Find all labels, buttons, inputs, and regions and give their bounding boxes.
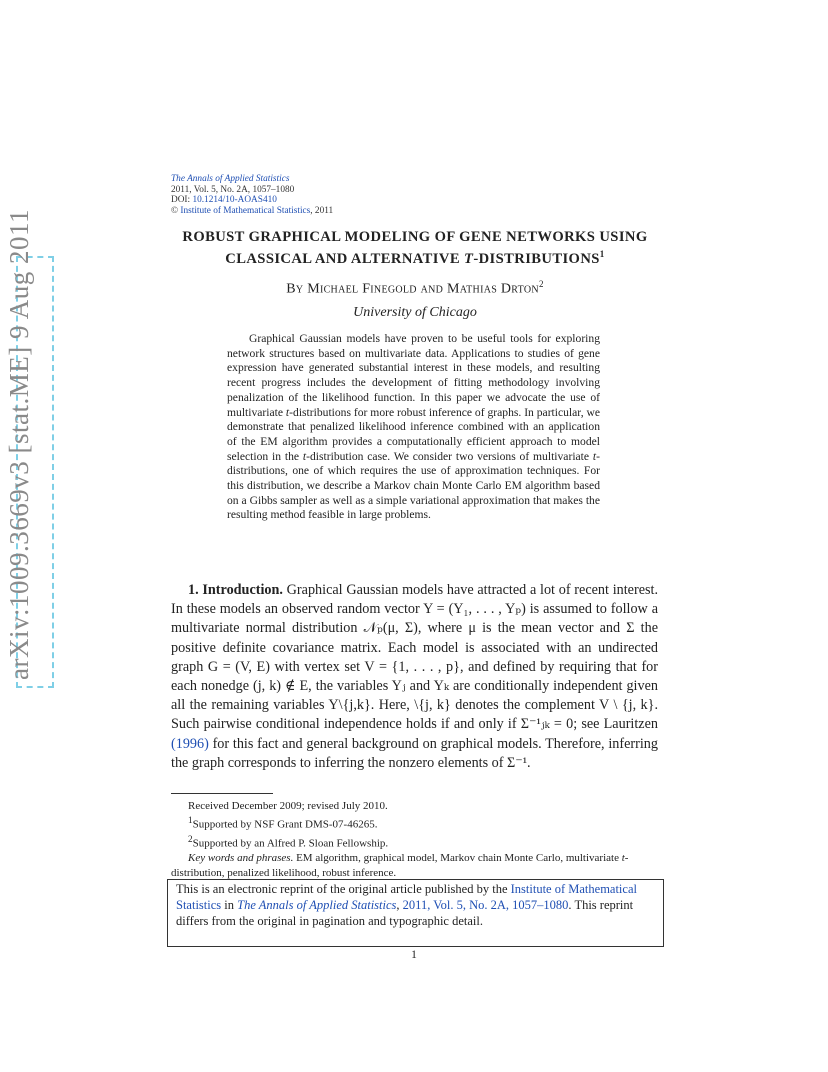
footnote-2 xyxy=(171,832,658,851)
arxiv-stamp: arXiv:1009.3669v3 [stat.ME] 9 Aug 2011 xyxy=(4,209,34,680)
affiliation: University of Chicago xyxy=(353,305,477,320)
author-names: By Michael Finegold and Mathias Drton xyxy=(286,281,539,297)
journal-volume: 2011, Vol. 5, No. 2A, 1057–1080 xyxy=(171,184,295,195)
title-t-letter: T xyxy=(464,250,474,267)
footnote-1-text: Supported by NSF Grant DMS-07-46265. xyxy=(192,818,378,831)
title-footnote-mark: 1 xyxy=(599,249,605,259)
citation-link[interactable]: (1996) xyxy=(171,735,209,752)
copyright-symbol: © xyxy=(171,205,179,216)
abstract-part-1: Graphical Gaussian models have proven to be useful tools for exploring network structures based on multivariate data. Applications to studies of gene expression have generated substantial interest in these models, and resulting recent progress includes the development of fitting methodology involving penalization of the likelihood function. In this paper we advocate the use of multivariate xyxy=(227,332,600,419)
title-line-2-part-a: CLASSICAL AND ALTERNATIVE xyxy=(225,250,464,267)
footnote-2-mark: 2 xyxy=(188,834,193,845)
abstract-part-3: -distribution case. We consider two versions of multivariate xyxy=(306,449,593,463)
abstract-t-2: t xyxy=(302,449,307,463)
footnotes xyxy=(171,799,658,880)
footnote-rule xyxy=(171,793,273,794)
keywords xyxy=(171,851,658,880)
intro-text-1: Graphical Gaussian models have attracted a lot of recent interest. In these models an observed random vector Y = (Y₁, . . . , Yₚ) is assumed to follow a multivariate normal distribution 𝒩ₚ(μ, Σ), where μ is the mean vector and Σ the positive definite covariance matrix. Each model is associated with an undirected graph G = (V, E) with vertex set V = {1, . . . , p}, and defined by requiring that for each nonedge (j, k) ∉ E, the variables Yⱼ and Yₖ are conditionally independent given all the remaining variables Y\{j,k}. Here, \{j, k} denotes the complement V \ {j, k}. Such pairwise conditional independence holds if and only if Σ⁻¹ⱼₖ = 0; see Lauritzen xyxy=(171,582,658,733)
reprint-institute-link[interactable]: Institute of Mathematical Statistics xyxy=(176,882,637,912)
authors xyxy=(140,279,690,298)
reprint-notice xyxy=(167,879,664,947)
journal-name[interactable]: The Annals of Applied Statistics xyxy=(171,174,290,184)
keywords-label: Key words and phrases. xyxy=(188,852,294,865)
reprint-citation-link[interactable]: 2011, Vol. 5, No. 2A, 1057–1080 xyxy=(402,897,569,912)
footnote-1-mark: 1 xyxy=(188,815,193,826)
keywords-t: t xyxy=(621,852,625,865)
abstract xyxy=(227,332,600,523)
title-line-2-part-b: -DISTRIBUTIONS xyxy=(473,250,600,267)
reprint-comma: , xyxy=(396,897,400,912)
reprint-journal-link[interactable]: The Annals of Applied Statistics xyxy=(237,897,397,912)
journal-doi-line xyxy=(171,195,333,206)
reprint-in: in xyxy=(221,897,238,912)
received-dates: Received December 2009; revised July 2010. xyxy=(188,800,388,812)
abstract-part-2: -distributions for more robust inference of graphs. In particular, we demonstrate that penalized likelihood inference combined with an application of the EM algorithm provides a computationally efficient approach to model selection in the xyxy=(227,405,601,463)
institute-link[interactable]: Institute of Mathematical Statistics xyxy=(180,205,311,216)
abstract-t-1: t xyxy=(285,405,290,419)
author-footnote-mark: 2 xyxy=(538,279,544,289)
page-number: 1 xyxy=(411,949,417,961)
copyright-year: , 2011 xyxy=(310,205,334,216)
footnote-1 xyxy=(171,813,658,832)
doi-label: DOI: xyxy=(171,195,193,206)
introduction-paragraph xyxy=(171,581,658,773)
journal-info xyxy=(171,174,333,216)
keywords-part-a: EM algorithm, graphical model, Markov chain Monte Carlo, multivariate xyxy=(293,852,622,865)
section-heading: 1. Introduction. xyxy=(188,582,283,598)
paper-title xyxy=(140,229,690,268)
reprint-line-1: This is an electronic reprint of the original article published by the xyxy=(176,882,508,896)
abstract-part-4: -distributions, one of which requires the use of approximation techniques. For this distribution, we describe a Markov chain Monte Carlo EM algorithm based on a Gibbs sampler as well as a simple variational approximation that makes the resulting method feasible in large problems. xyxy=(227,449,600,522)
title-line-2 xyxy=(140,246,690,268)
intro-text-2: for this fact and general background on graphical models. Therefore, inferring the graph corresponds to inferring the nonzero elements of Σ⁻¹. xyxy=(171,735,658,771)
keywords-part-b: -distribution, penalized likelihood, robust inference. xyxy=(171,852,629,879)
title-line-1: ROBUST GRAPHICAL MODELING OF GENE NETWORKS USING xyxy=(182,229,648,245)
copyright-line xyxy=(171,206,333,217)
footnote-2-text: Supported by an Alfred P. Sloan Fellowship. xyxy=(192,837,389,850)
reprint-rest: . This reprint differs from the original in pagination and typographic detail. xyxy=(176,897,634,928)
doi-link[interactable]: 10.1214/10-AOAS410 xyxy=(192,195,277,206)
abstract-t-3: t xyxy=(592,449,597,463)
